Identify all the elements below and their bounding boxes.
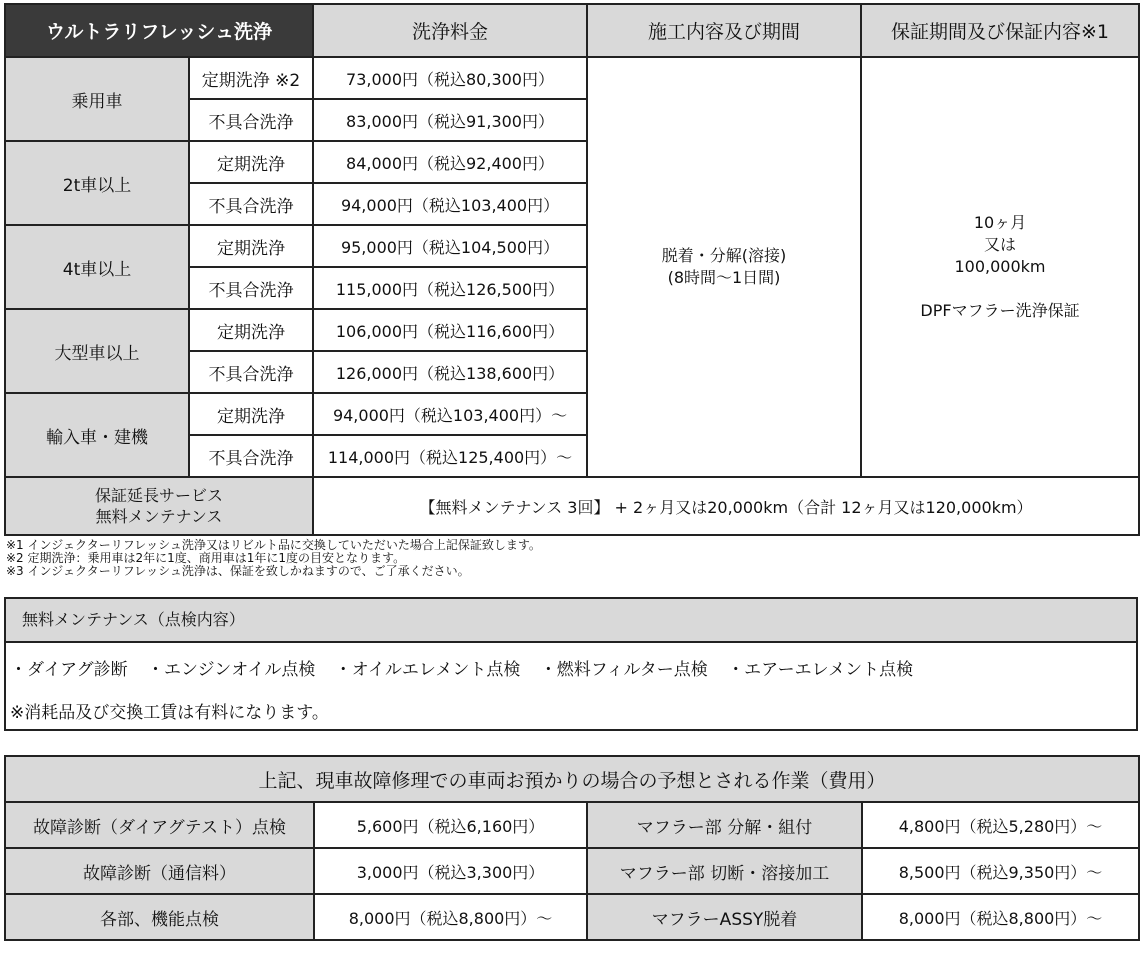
repair-label: マフラーASSY脱着 xyxy=(587,894,862,940)
warranty-content xyxy=(861,57,1139,477)
maintenance-item: ・エアーエレメント点検 xyxy=(727,660,914,680)
warranty-line: 又は xyxy=(984,235,1017,254)
service-type: 不具合洗浄 xyxy=(189,183,313,225)
repair-header xyxy=(5,756,1139,802)
price-cell: 126,000円（税込138,600円） xyxy=(313,351,587,393)
service-type: 定期洗浄 xyxy=(189,309,313,351)
price-cell: 94,000円（税込103,400円）～ xyxy=(313,393,587,435)
maintenance-item: ・燃料フィルター点検 xyxy=(539,660,708,680)
price-cell: 106,000円（税込116,600円） xyxy=(313,309,587,351)
warranty-line: 100,000km xyxy=(954,257,1046,276)
header-warranty: 保証期間及び保証内容※1 xyxy=(861,4,1139,57)
extension-row xyxy=(5,477,1139,535)
maintenance-box xyxy=(4,597,1138,731)
service-type: 不具合洗浄 xyxy=(189,351,313,393)
repair-label: 各部、機能点検 xyxy=(5,894,314,940)
maintenance-items xyxy=(6,655,1136,680)
footnotes xyxy=(6,539,541,578)
maintenance-item: ・オイルエレメント点検 xyxy=(334,660,521,680)
maintenance-item: ・ダイアグ診断 xyxy=(10,660,128,680)
service-type: 定期洗浄 xyxy=(189,141,313,183)
repair-table xyxy=(4,755,1140,941)
work-content xyxy=(587,57,861,477)
header-price: 洗浄料金 xyxy=(313,4,587,57)
service-type: 不具合洗浄 xyxy=(189,435,313,477)
service-type: 不具合洗浄 xyxy=(189,99,313,141)
service-type: 定期洗浄 xyxy=(189,393,313,435)
price-table xyxy=(4,3,1140,536)
category-import: 輸入車・建機 xyxy=(5,393,189,477)
extension-label-line: 無料メンテナンス xyxy=(95,507,223,526)
footnote: ※1 インジェクターリフレッシュ洗浄又はリビルト品に交換していただいた場合上記保証致します。 xyxy=(6,538,541,552)
service-type: 定期洗浄 ※2 xyxy=(189,57,313,99)
repair-price: 8,000円（税込8,800円）～ xyxy=(862,894,1139,940)
table-row xyxy=(5,57,1139,99)
repair-label: マフラー部 切断・溶接加工 xyxy=(587,848,862,894)
header-work: 施工内容及び期間 xyxy=(587,4,861,57)
price-table-header xyxy=(5,4,1139,57)
warranty-line: DPFマフラー洗浄保証 xyxy=(920,301,1080,320)
table-row xyxy=(5,848,1139,894)
extension-label xyxy=(5,477,313,535)
price-cell: 84,000円（税込92,400円） xyxy=(313,141,587,183)
work-line: 脱着・分解(溶接) xyxy=(661,246,787,265)
repair-price: 8,500円（税込9,350円）～ xyxy=(862,848,1139,894)
maintenance-item: ・エンジンオイル点検 xyxy=(147,660,316,680)
header-service: ウルトラリフレッシュ洗浄 xyxy=(5,4,313,57)
price-cell: 95,000円（税込104,500円） xyxy=(313,225,587,267)
price-cell: 83,000円（税込91,300円） xyxy=(313,99,587,141)
repair-price: 3,000円（税込3,300円） xyxy=(314,848,587,894)
category-2t: 2t車以上 xyxy=(5,141,189,225)
price-cell: 114,000円（税込125,400円）～ xyxy=(313,435,587,477)
price-cell: 73,000円（税込80,300円） xyxy=(313,57,587,99)
repair-label: 故障診断（通信料） xyxy=(5,848,314,894)
maintenance-note: ※消耗品及び交換工賃は有料になります。 xyxy=(10,703,329,723)
extension-value: 【無料メンテナンス 3回】 + 2ヶ月又は20,000km（合計 12ヶ月又は120,000km） xyxy=(313,477,1139,535)
repair-price: 8,000円（税込8,800円）～ xyxy=(314,894,587,940)
repair-price: 4,800円（税込5,280円）～ xyxy=(862,802,1139,848)
repair-label: 故障診断（ダイアグテスト）点検 xyxy=(5,802,314,848)
category-4t: 4t車以上 xyxy=(5,225,189,309)
footnote: ※3 インジェクターリフレッシュ洗浄は、保証を致しかねますので、ご了承ください。 xyxy=(6,564,470,578)
table-row xyxy=(5,894,1139,940)
service-type: 不具合洗浄 xyxy=(189,267,313,309)
repair-price: 5,600円（税込6,160円） xyxy=(314,802,587,848)
maintenance-title: 無料メンテナンス（点検内容） xyxy=(6,599,1136,643)
work-line: (8時間～1日間) xyxy=(667,268,781,287)
category-passenger: 乗用車 xyxy=(5,57,189,141)
repair-label: マフラー部 分解・組付 xyxy=(587,802,862,848)
warranty-line: 10ヶ月 xyxy=(973,213,1027,232)
service-type: 定期洗浄 xyxy=(189,225,313,267)
footnote: ※2 定期洗浄：乗用車は2年に1度、商用車は1年に1度の目安となります。 xyxy=(6,551,406,565)
category-large: 大型車以上 xyxy=(5,309,189,393)
price-cell: 115,000円（税込126,500円） xyxy=(313,267,587,309)
extension-label-line: 保証延長サービス xyxy=(95,486,224,505)
table-row xyxy=(5,802,1139,848)
price-cell: 94,000円（税込103,400円） xyxy=(313,183,587,225)
repair-title: 上記、現車故障修理での車両お預かりの場合の予想とされる作業（費用） xyxy=(5,756,1139,802)
